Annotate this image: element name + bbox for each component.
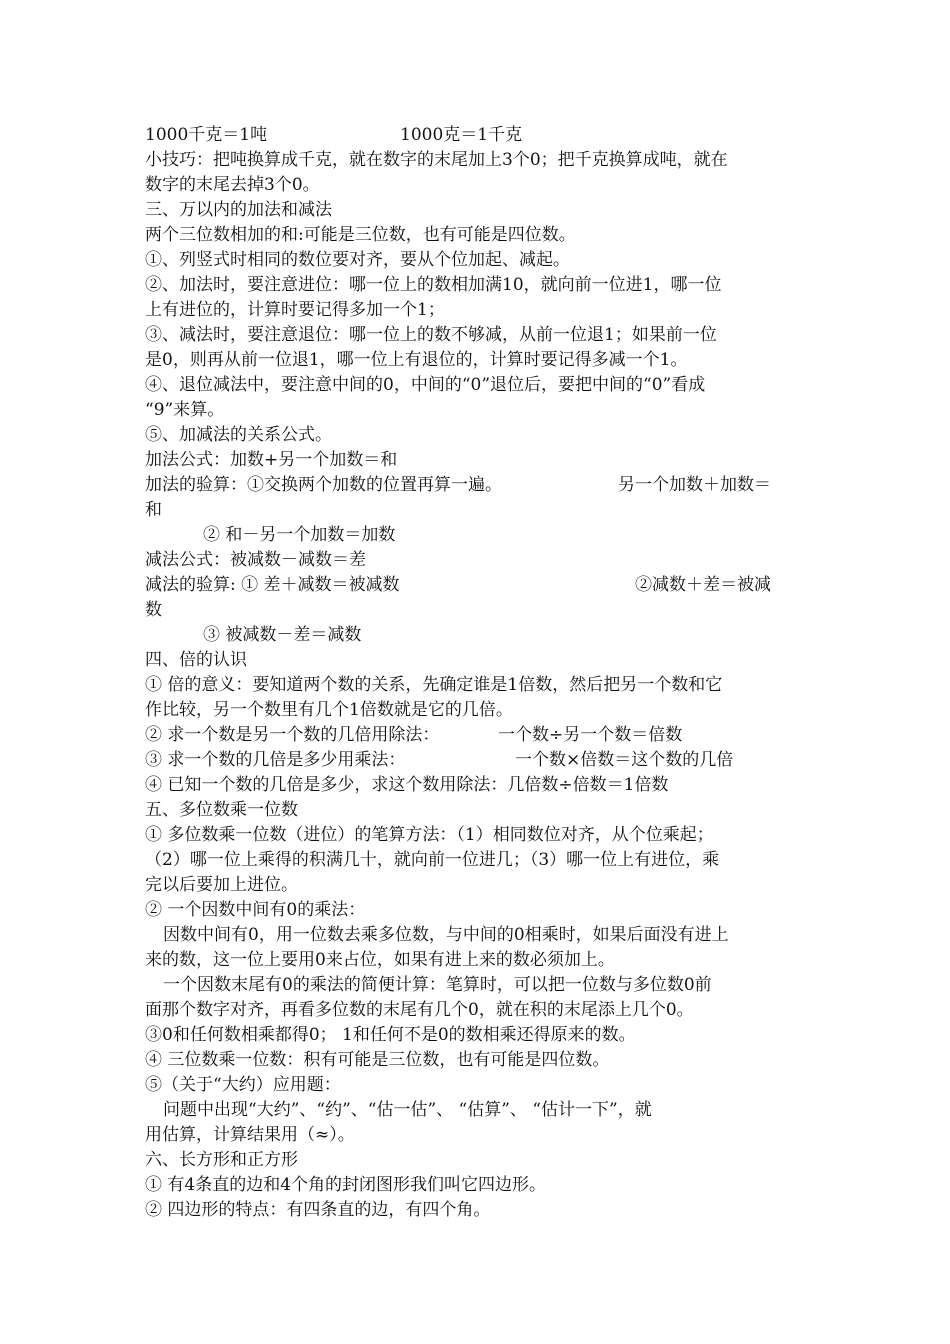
text-line: ②、加法时，要注意进位：哪一位上的数相加满10，就向前一位进1，哪一位	[145, 275, 722, 295]
text-line: ③0和任何数相乘都得0； 1和任何不是0的数相乘还得原来的数。	[145, 1025, 636, 1045]
text-line: ② 一个因数中间有0的乘法：	[145, 900, 366, 920]
text-line: ④ 已知一个数的几倍是多少，求这个数用除法：几倍数÷倍数＝1倍数	[145, 775, 669, 795]
text-line: ⑤、加减法的关系公式。	[145, 425, 332, 445]
conversion-line	[145, 123, 810, 148]
text-line: 数	[145, 600, 162, 620]
text-line: ② 四边形的特点：有四条直的边，有四个角。	[145, 1200, 491, 1220]
formula-line: 加法公式：加数+另一个加数＝和	[145, 450, 398, 470]
rule-text: ③ 求一个数的几倍是多少用乘法：	[145, 750, 406, 770]
subtraction-check-1: 减法的验算: ① 差＋减数＝被减数	[145, 575, 400, 595]
text-line: 数字的末尾去掉3个0。	[145, 175, 320, 195]
addition-check-1: 加法的验算：①交换两个加数的位置再算一遍。	[145, 475, 502, 495]
text-line: ① 多位数乘一位数（进位）的笔算方法：（1）相同数位对齐，从个位乘起；	[145, 825, 714, 845]
text-line: ③、减法时，要注意退位：哪一位上的数不够减，从前一位退1；如果前一位	[145, 325, 717, 345]
check-method-line	[145, 473, 810, 498]
text-line: ① 有4条直的边和4个角的封闭图形我们叫它四边形。	[145, 1175, 547, 1195]
text-line: 作比较，另一个数里有几个1倍数就是它的几倍。	[145, 700, 513, 720]
text-line: （2）哪一位上乘得的积满几十，就向前一位进几；（3）哪一位上有进位，乘	[145, 850, 720, 870]
section-heading: 三、万以内的加法和减法	[145, 200, 332, 220]
text-line: 因数中间有0，用一位数去乘多位数，与中间的0相乘时，如果后面没有进上	[163, 925, 729, 945]
kg-g-conversion: 1000克＝1千克	[400, 125, 523, 145]
ton-kg-conversion: 1000千克＝1吨	[145, 125, 268, 145]
rule-formula: 一个数×倍数＝这个数的几倍	[515, 750, 734, 770]
text-line: 问题中出现“大约”、“约”、“估一估”、 “估算”、 “估计一下”，就	[163, 1100, 652, 1120]
text-line: 小技巧：把吨换算成千克，就在数字的末尾加上3个0；把千克换算成吨，就在	[145, 150, 728, 170]
addition-check-formula: 另一个加数＋加数＝	[618, 475, 771, 495]
text-line: 上有进位的，计算时要记得多加一个1；	[145, 300, 445, 320]
text-line: ①、列竖式时相同的数位要对齐，要从个位加起、减起。	[145, 250, 570, 270]
section-heading: 五、多位数乘一位数	[145, 800, 298, 820]
formula-line: 减法公式：被减数－减数＝差	[145, 550, 366, 570]
formula-line: ② 和－另一个加数＝加数	[203, 525, 396, 545]
text-line: 一个因数末尾有0的乘法的简便计算：笔算时，可以把一位数与多位数0前	[163, 975, 712, 995]
rule-formula: 一个数÷另一个数＝倍数	[498, 725, 683, 745]
text-line: 面那个数字对齐，再看多位数的末尾有几个0，就在积的末尾添上几个0。	[145, 1000, 694, 1020]
rule-line	[145, 723, 810, 748]
text-line: 两个三位数相加的和:可能是三位数，也有可能是四位数。	[145, 225, 576, 245]
text-line: 完以后要加上进位。	[145, 875, 298, 895]
text-line: 来的数，这一位上要用0来占位，如果有进上来的数必须加上。	[145, 950, 615, 970]
formula-line: ③ 被减数－差＝减数	[203, 625, 362, 645]
section-heading: 四、倍的认识	[145, 650, 247, 670]
text-line: ④ 三位数乘一位数：积有可能是三位数，也有可能是四位数。	[145, 1050, 610, 1070]
rule-line	[145, 748, 810, 773]
text-line: 用估算，计算结果用（≈）。	[145, 1125, 355, 1145]
text-line: ④、退位减法中，要注意中间的0，中间的“0”退位后，要把中间的“0”看成	[145, 375, 706, 395]
rule-text: ② 求一个数是另一个数的几倍用除法：	[145, 725, 440, 745]
text-line: ① 倍的意义：要知道两个数的关系，先确定谁是1倍数，然后把另一个数和它	[145, 675, 723, 695]
section-heading: 六、长方形和正方形	[145, 1150, 298, 1170]
text-line: “9”来算。	[145, 400, 225, 420]
check-method-line	[145, 573, 810, 598]
text-line: 和	[145, 500, 162, 520]
subtraction-check-2: ②减数＋差＝被减	[635, 575, 771, 595]
text-line: 是0，则再从前一位退1，哪一位上有退位的，计算时要记得多减一个1。	[145, 350, 688, 370]
text-line: ⑤（关于“大约）应用题：	[145, 1075, 341, 1095]
